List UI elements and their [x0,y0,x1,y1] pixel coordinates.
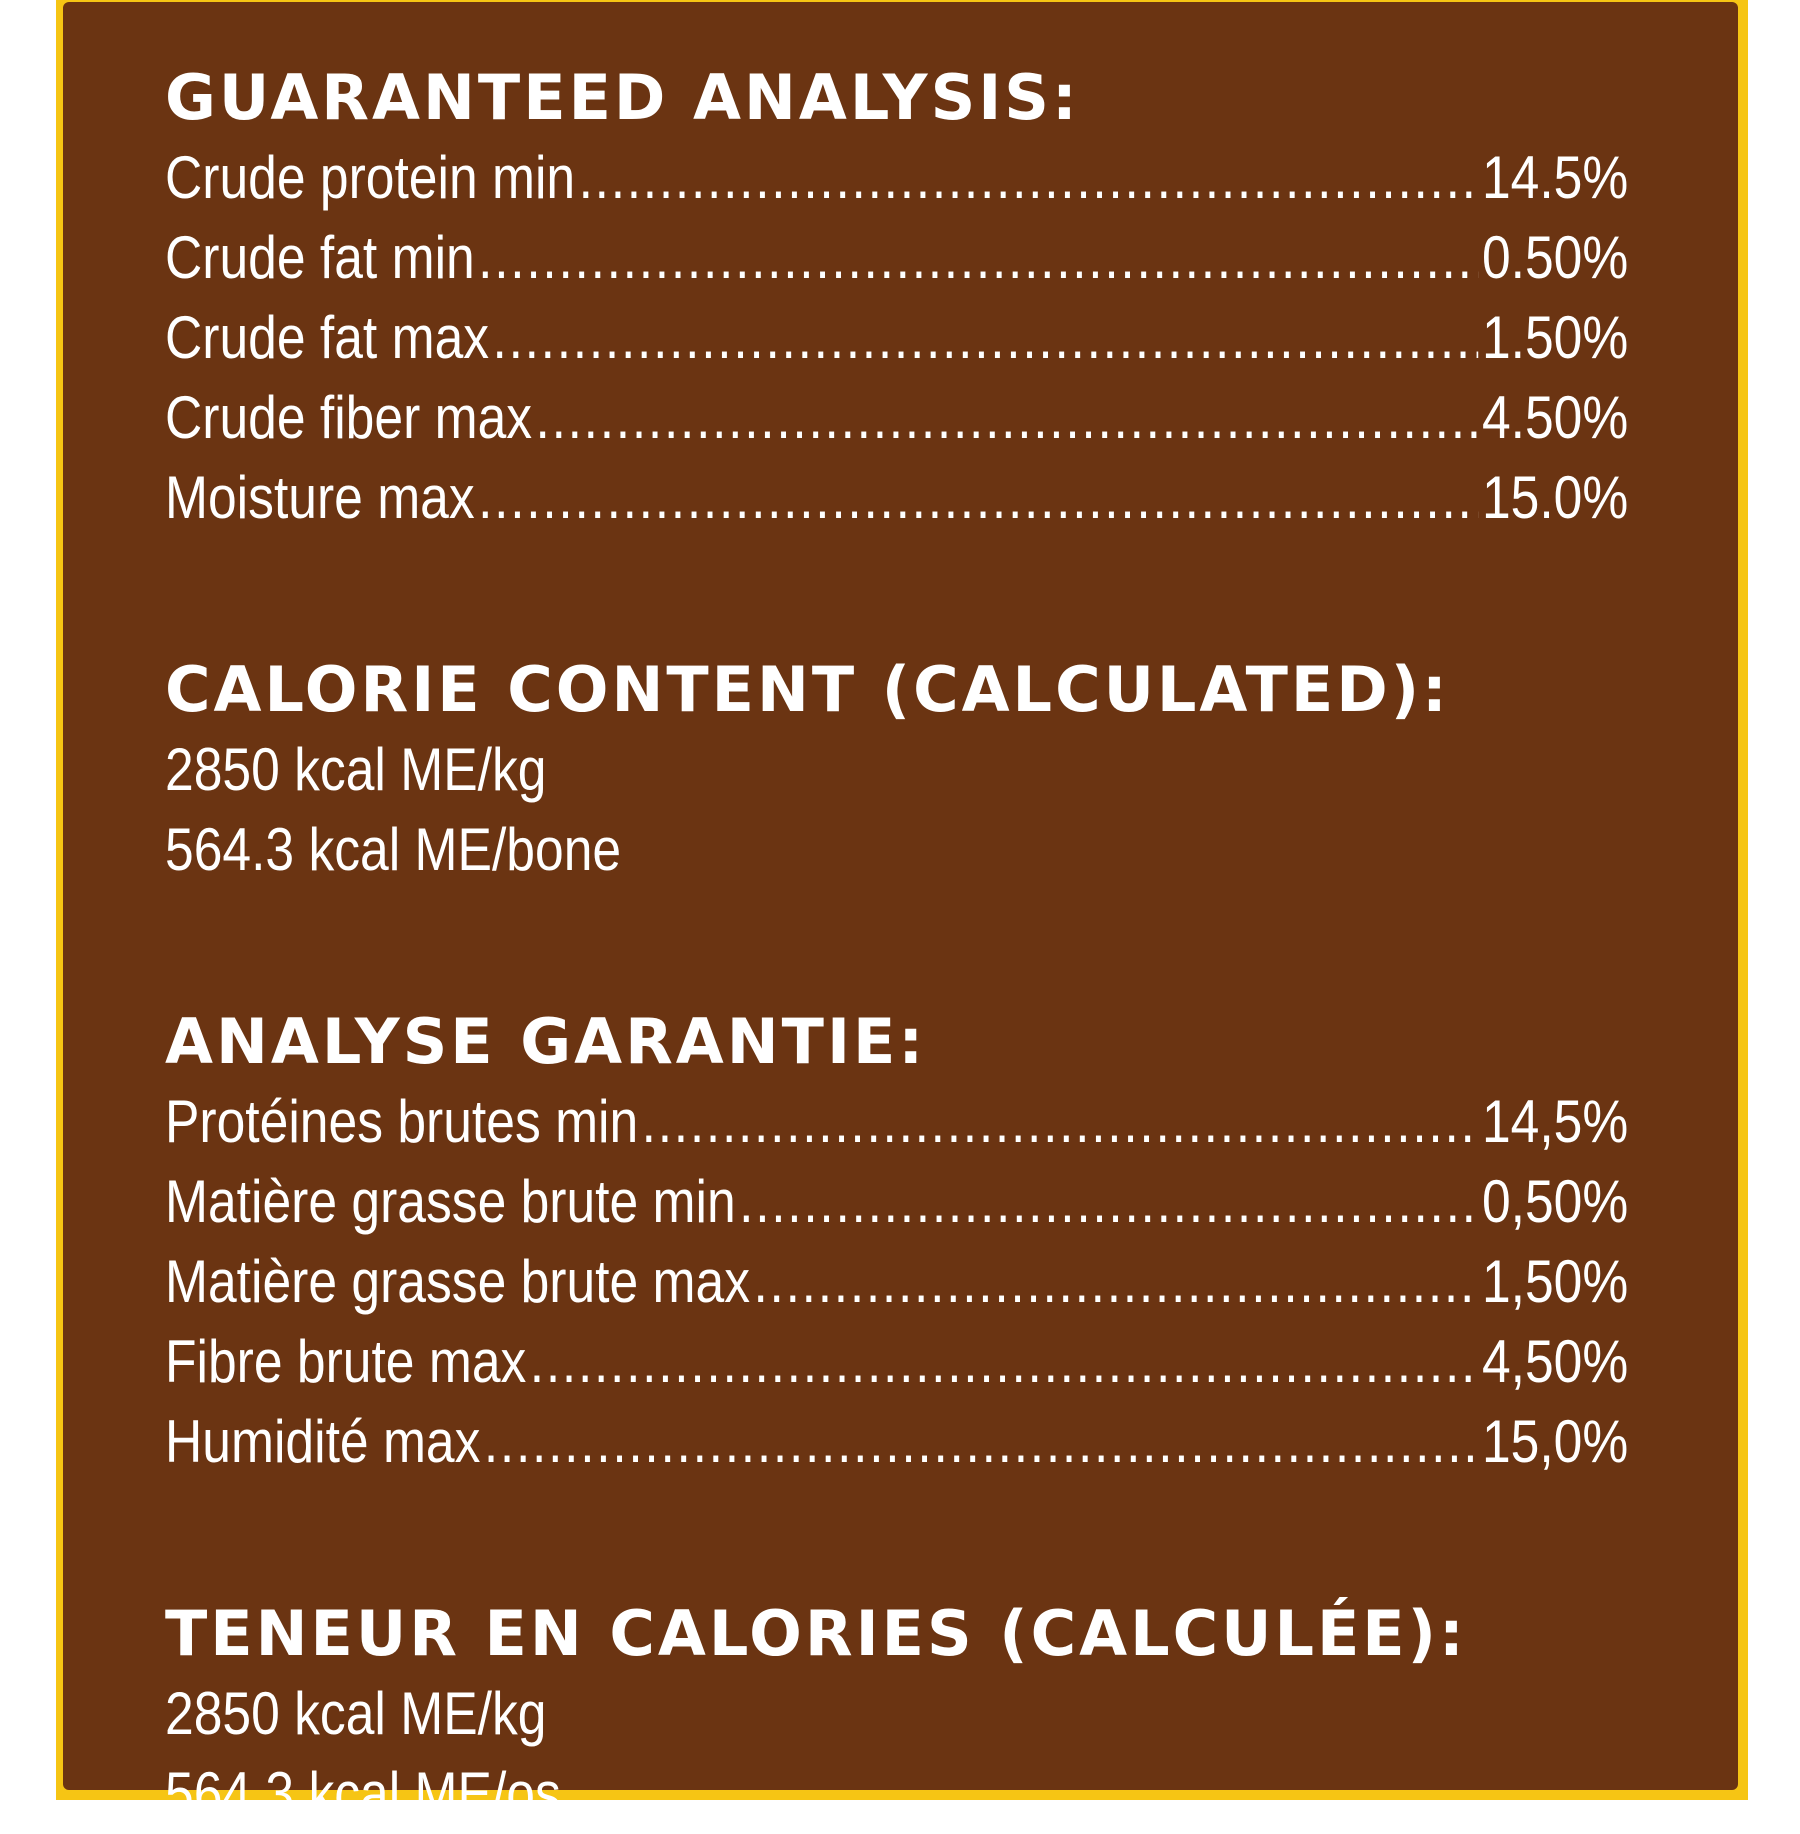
analysis-label: Crude protein min [165,144,576,211]
guaranteed-analysis-list [165,138,1628,538]
section-spacer [165,890,1628,1002]
guaranteed-analysis-heading: GUARANTEED ANALYSIS: [165,61,1080,134]
analysis-label: Matière grasse brute max [165,1248,751,1315]
leader-dots [484,1402,1479,1482]
leader-dots [739,1162,1478,1242]
analysis-row [165,138,1628,218]
analysis-row [165,378,1628,458]
analysis-row [165,1082,1628,1162]
analysis-label: Matière grasse brute min [165,1168,736,1235]
analysis-label: Protéines brutes min [165,1088,639,1155]
section-spacer [165,1482,1628,1594]
leader-dots [579,138,1479,218]
calorie-line-os: 564,3 kcal ME/os [165,1760,561,1827]
leader-dots [478,218,1478,298]
analysis-row [165,1402,1628,1482]
analysis-row [165,1162,1628,1242]
analysis-value: 1.50% [1481,304,1629,371]
analysis-row [165,298,1628,378]
section-spacer [165,538,1628,650]
analysis-value: 14.5% [1481,144,1629,211]
analyse-garantie-heading: ANALYSE GARANTIE: [165,1005,927,1078]
analysis-value: 14,5% [1481,1088,1629,1155]
calorie-line-bone: 564.3 kcal ME/bone [165,816,622,883]
analysis-row [165,218,1628,298]
leader-dots [642,1082,1479,1162]
analysis-label: Fibre brute max [165,1328,527,1395]
analysis-label: Crude fiber max [165,384,533,451]
leader-dots [478,458,1478,538]
leader-dots [493,298,1479,378]
leader-dots [530,1322,1479,1402]
analysis-row [165,1242,1628,1322]
analysis-row [165,458,1628,538]
analysis-value: 0.50% [1481,224,1629,291]
analysis-row [165,1322,1628,1402]
analysis-label: Crude fat max [165,304,490,371]
teneur-calories-heading: TENEUR EN CALORIES (CALCULÉE): [165,1597,1467,1670]
leader-dots [536,378,1479,458]
calorie-line-kg: 2850 kcal ME/kg [165,1680,547,1747]
analysis-label: Crude fat min [165,224,475,291]
analysis-label: Moisture max [165,464,475,531]
leader-dots [753,1242,1478,1322]
analysis-value: 15.0% [1481,464,1629,531]
calorie-content-heading: CALORIE CONTENT (CALCULATED): [165,653,1450,726]
analysis-value: 15,0% [1481,1408,1629,1475]
analysis-value: 0,50% [1481,1168,1629,1235]
analysis-value: 4.50% [1481,384,1629,451]
analysis-value: 1,50% [1481,1248,1629,1315]
analyse-garantie-list [165,1082,1628,1482]
calorie-line-kg: 2850 kcal ME/kg [165,736,547,803]
nutrition-panel [63,2,1738,1827]
analysis-label: Humidité max [165,1408,481,1475]
analysis-value: 4,50% [1481,1328,1629,1395]
